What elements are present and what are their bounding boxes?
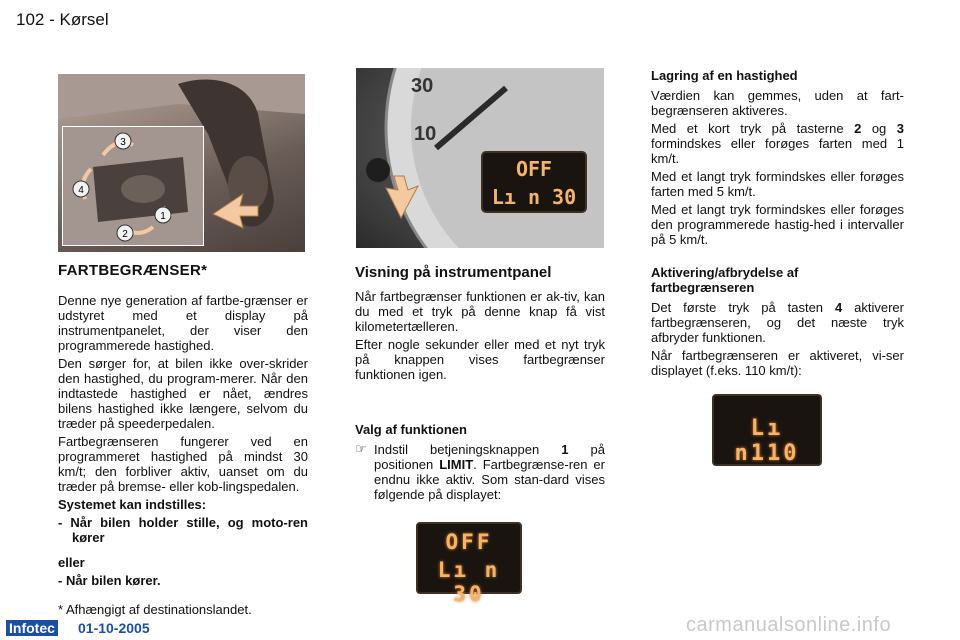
select-limit: LIMIT xyxy=(439,457,474,472)
act-p1-post: aktiverer fartbegrænseren, og det næste tryk afbryder funktionen. xyxy=(651,300,904,345)
activation-paragraph-2: Når fartbegrænseren er aktiveret, vi-ser displayet (f.eks. 110 km/t): xyxy=(651,348,904,378)
lcd-display-110 xyxy=(712,394,822,466)
save-heading: Lagring af en hastighed xyxy=(651,68,798,83)
col2-paragraph-2: Efter nogle sekunder eller med et nyt tryk på knappen vises fartbegrænser funktionen igen. xyxy=(355,337,605,382)
save-paragraph-3: Med et langt tryk formindskes eller forøges farten med 5 km/t. xyxy=(651,169,904,199)
callout-4: 4 xyxy=(78,185,84,196)
cluster-illustration xyxy=(356,68,604,248)
select-pre: Indstil betjeningsknappen xyxy=(374,442,562,457)
settings-bullet-1: - Når bilen holder stille, og moto-ren kører xyxy=(58,515,308,545)
dashboard-top xyxy=(58,74,305,119)
cluster-lcd-line2: Lı n 30 xyxy=(491,185,577,209)
callout-1: 1 xyxy=(160,211,166,222)
select-post: . Fartbegrænse-ren er endnu ikke aktiv. Som stan-dard vises følgende på displayet: xyxy=(374,457,605,502)
footnote: * Afhængigt af destinationslandet. xyxy=(58,602,252,617)
select-mid: på positionen xyxy=(374,442,605,472)
save-paragraph-2 xyxy=(651,121,904,166)
speed-30: 30 xyxy=(411,75,434,97)
col2-paragraph-1: Når fartbegrænser funktionen er ak-tiv, kan du med et tryk på denne knap få vist kilometertælleren. xyxy=(355,289,605,334)
title-fartbegraenser: FARTBEGRÆNSER* xyxy=(58,262,208,279)
odometer-button xyxy=(366,158,390,182)
pointing-hand-icon: ☞ xyxy=(355,442,367,457)
lcd-110-line1: Lı n110 xyxy=(734,416,800,466)
header-separator: - xyxy=(44,10,60,29)
column-2 xyxy=(355,264,605,382)
key-2: 2 xyxy=(854,121,862,136)
inset-illustration xyxy=(63,127,203,245)
title-visning: Visning på instrumentpanel xyxy=(355,264,552,281)
save-p2-pre: Med et kort tryk på tasterne xyxy=(651,121,855,136)
col1-paragraph-2: Den sørger for, at bilen ikke over-skrider den hastighed, du program-merer. Når den indtastede hastighed er nået, ændres bilens hastighed ikke længere, selvom du træder på speederpedalen. xyxy=(58,356,308,431)
section-title: Kørsel xyxy=(59,10,109,29)
select-number: 1 xyxy=(561,442,569,457)
save-paragraph-4: Med et langt tryk formindskes eller forøges den programmerede hastig-hed i intervaller på 5 km/t. xyxy=(651,202,904,247)
callout-2: 2 xyxy=(122,229,128,240)
page-header xyxy=(16,10,109,30)
settings-heading: Systemet kan indstilles: xyxy=(58,497,207,512)
select-heading: Valg af funktionen xyxy=(355,422,467,437)
col1-paragraph-1: Denne nye generation af fartbe-grænser er udstyret med et display på instrumentpanelet, der viser den programmerede hastighed. xyxy=(58,293,308,353)
callout-3: 3 xyxy=(120,137,126,148)
settings-or: eller xyxy=(58,555,85,570)
cluster-photo xyxy=(356,68,604,248)
key-3: 3 xyxy=(896,121,904,136)
settings-bullet-2: - Når bilen kører. xyxy=(58,573,161,588)
lcd-off-line1: OFF xyxy=(445,530,493,554)
cluster-lcd-line1: OFF xyxy=(515,157,553,181)
key-4: 4 xyxy=(834,300,843,315)
act-p1-pre: Det første tryk på tasten xyxy=(651,300,835,315)
lcd-display-off xyxy=(416,522,522,606)
stalk-inset xyxy=(62,126,204,246)
save-paragraph-1: Værdien kan gemmes, uden at fart-begrænseren aktiveres. xyxy=(651,88,904,118)
column-3 xyxy=(651,68,904,247)
footer-date: 01-10-2005 xyxy=(78,620,150,636)
select-instruction xyxy=(374,442,605,502)
activation-section xyxy=(651,265,904,378)
save-p2-post: formindskes eller forøges farten med 1 km/t. xyxy=(651,136,904,166)
infotec-logo: Infotec xyxy=(6,620,58,636)
column-1 xyxy=(58,262,308,617)
watermark: carmanualsonline.info xyxy=(686,614,892,636)
page-number: 102 xyxy=(16,10,45,29)
speed-10: 10 xyxy=(414,123,437,145)
activation-paragraph-1 xyxy=(651,300,904,345)
save-p2-mid: og xyxy=(861,121,897,136)
activation-heading: Aktivering/afbrydelse af fartbegrænseren xyxy=(651,265,799,295)
select-bullet xyxy=(355,442,605,502)
col1-paragraph-3: Fartbegrænseren fungerer ved en programmeret hastighed på mindst 30 km/t; den forbliver aktiv, uanset om du træder på bremse- eller kob-lingspedalen. xyxy=(58,434,308,494)
lcd-off-line2: Lı n 30 xyxy=(437,558,501,606)
select-section xyxy=(355,422,605,502)
